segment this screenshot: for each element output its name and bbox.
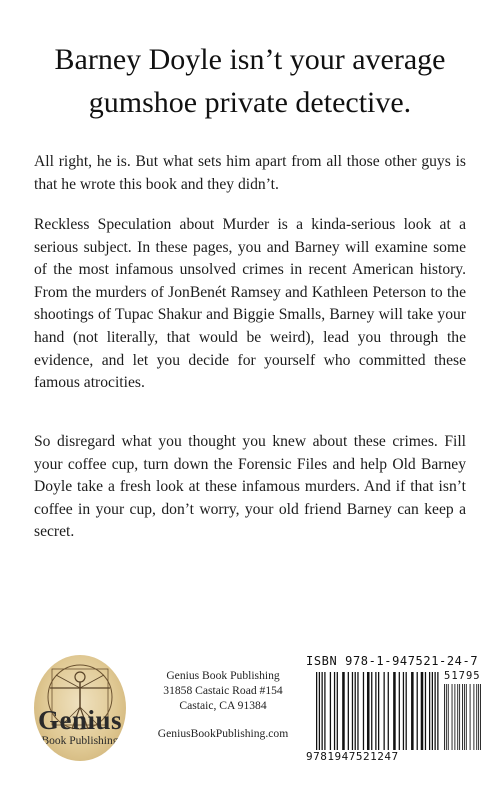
blurb-paragraph-2: Reckless Speculation about Murder is a kinda-serious look at a serious subject. In these pages, you and Barney will examine some of the most infamous unsolved crimes in recent American history. From the murders of JonBenét Ramsey and Kathleen Peterson to the shootings of Tupac Shakur and Biggie Smalls, Barney will take your hand (not literally, that would be weird), lead you through the evidence, and let you decide for yourself who committed these famous atrocities.: [34, 216, 466, 392]
publisher-logo: [34, 655, 126, 761]
isbn-barcode: [302, 654, 482, 768]
ean-barcode-bars: [316, 672, 440, 752]
addon-barcode-bars: [444, 684, 482, 752]
blurb-paragraph-1: All right, he is. But what sets him apart from all those other guys is that he wrote this book and they didn’t.: [34, 153, 466, 193]
price-code: 51795: [444, 670, 481, 682]
publisher-name: Genius Book Publishing: [166, 669, 280, 682]
isbn-label: ISBN 978-1-947521-24-7: [306, 654, 479, 668]
logo-subtitle: Book Publishing: [41, 735, 119, 747]
ean-digits: 9781947521247: [306, 750, 399, 763]
logo-wordmark: Genius: [37, 705, 123, 735]
publisher-website: GeniusBookPublishing.com: [157, 727, 289, 740]
publisher-city: Castaic, CA 91384: [179, 699, 267, 712]
publisher-address: 31858 Castaic Road #154: [163, 684, 283, 697]
blurb-paragraph-3: So disregard what you thought you knew about these crimes. Fill your coffee cup, turn down the Forensic Files and help Old Barney Doyle take a fresh look at these infamous murders. And if that isn’t coffee in your cup, don’t worry, your old friend Barney can keep a secret.: [34, 433, 466, 541]
back-cover-headline: Barney Doyle isn’t your average gumshoe private detective.: [54, 43, 446, 119]
